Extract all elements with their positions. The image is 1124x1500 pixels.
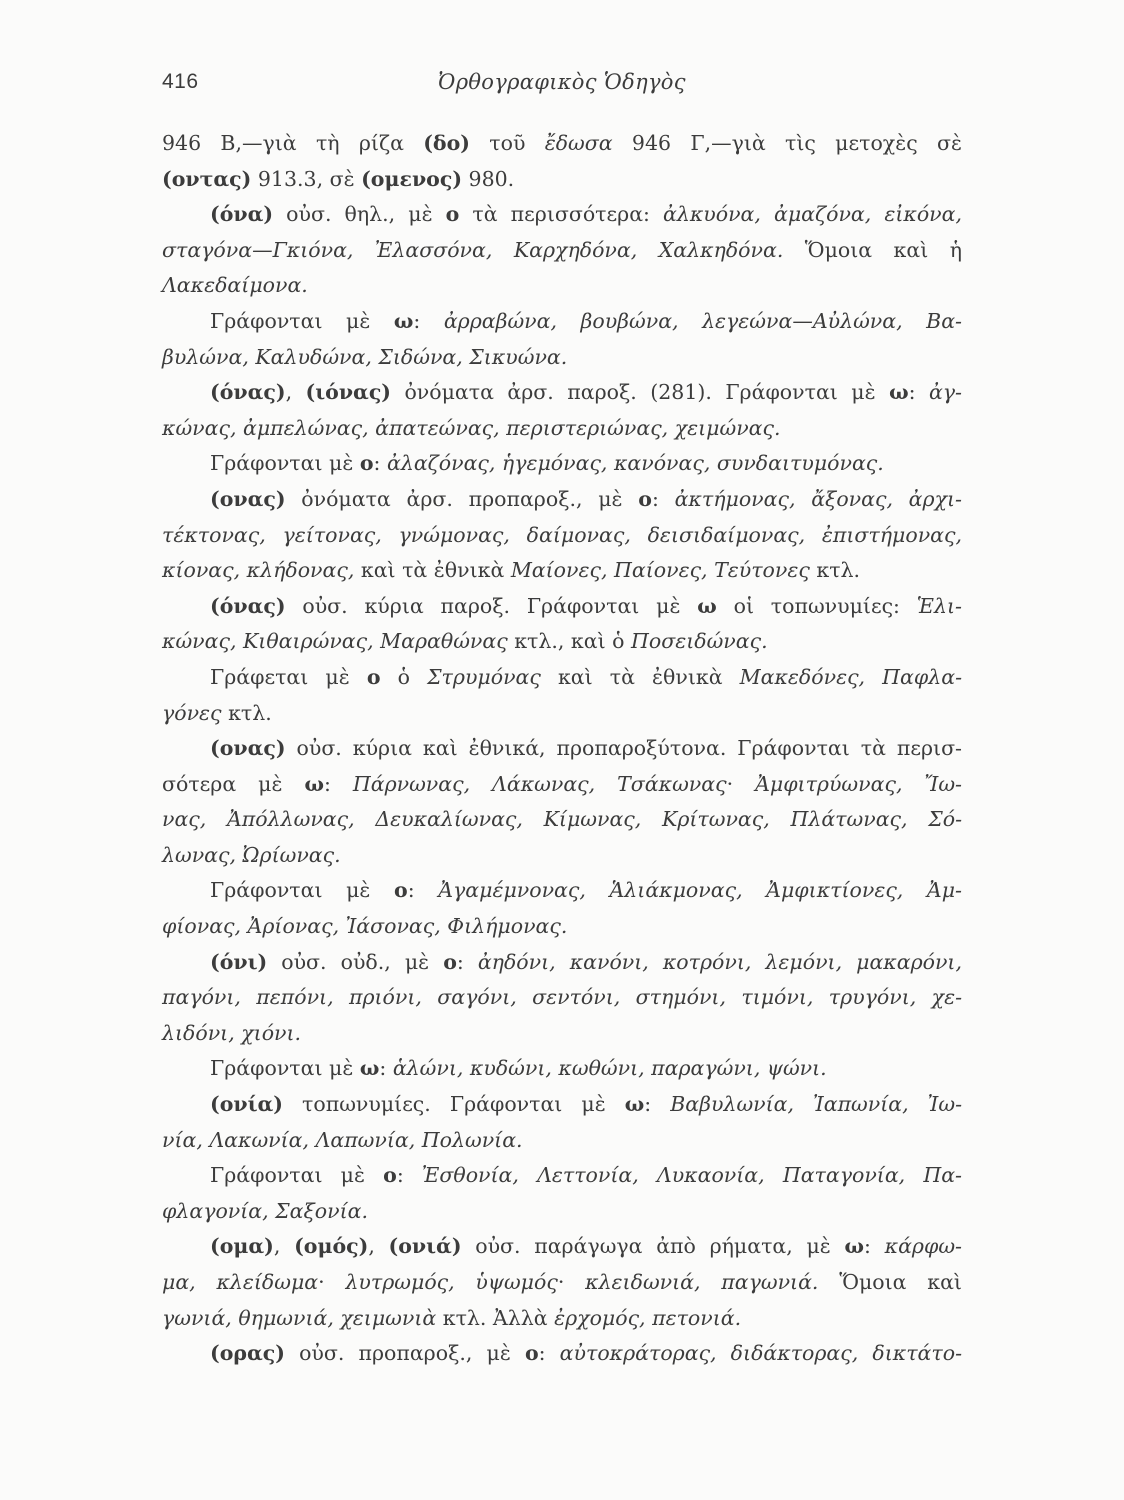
text-segment: · bbox=[726, 771, 756, 796]
text-line bbox=[162, 1194, 962, 1230]
bold-ending: (ονας) bbox=[210, 736, 286, 761]
bold-ending: ο bbox=[366, 664, 381, 689]
bold-ending: ω bbox=[304, 771, 324, 796]
italic-text: ἀκτήμονας, ἄξονας, ἀρχι- bbox=[674, 486, 962, 511]
text-line bbox=[162, 482, 962, 518]
text-line bbox=[162, 589, 962, 625]
italic-text: Ἀγαμέμνονας, Ἁλιάκμονας, Ἀμφικτίονες, Ἀμ- bbox=[438, 878, 962, 903]
bold-ending: (ορας) bbox=[210, 1341, 285, 1366]
text-segment: Γράφονται μὲ bbox=[210, 1163, 384, 1188]
text-line bbox=[162, 767, 962, 803]
text-segment: καὶ τὰ ἐθνικὰ bbox=[540, 664, 740, 689]
bold-ending: ο bbox=[383, 1163, 397, 1188]
italic-text: κώνας, Κιθαιρώνας, Μαραθώνας bbox=[162, 629, 508, 654]
text-segment: κτλ., καὶ ὁ bbox=[507, 629, 631, 654]
text-line bbox=[162, 802, 962, 838]
text-line bbox=[162, 1087, 962, 1123]
text-line bbox=[162, 375, 962, 411]
text-line bbox=[162, 1229, 962, 1265]
text-line bbox=[162, 233, 962, 269]
italic-text: ἀγ- bbox=[928, 380, 962, 405]
text-segment: οὐσ. κύρια παροξ. Γράφονται μὲ bbox=[285, 593, 698, 618]
italic-text: γόνες bbox=[162, 700, 222, 725]
text-segment: : bbox=[396, 1163, 422, 1188]
text-line bbox=[162, 873, 962, 909]
text-segment: οὐσ. θηλ., μὲ bbox=[273, 202, 446, 227]
text-segment: οὐσ. οὐδ., μὲ bbox=[267, 949, 444, 974]
italic-text: σταγόνα—Γκιόνα, Ἐλασσόνα, Καρχηδόνα, Χαλκηδόνα. bbox=[162, 237, 784, 262]
text-line bbox=[162, 980, 962, 1016]
italic-text: Πάρνωνας, Λάκωνας, Τσάκωνας bbox=[352, 771, 727, 796]
text-segment: : bbox=[456, 949, 478, 974]
italic-text: βυλώνα, Καλυδώνα, Σιδώνα, Σικυώνα. bbox=[162, 344, 568, 369]
text-segment: : bbox=[908, 380, 929, 405]
text-segment: κτλ. bbox=[809, 558, 861, 583]
italic-text: Ἐσθονία, Λεττονία, Λυκαονία, Παταγονία, Πα- bbox=[421, 1163, 962, 1188]
text-segment: : bbox=[379, 1056, 393, 1081]
text-line bbox=[162, 411, 962, 447]
text-segment: Γράφονται μὲ bbox=[210, 308, 394, 333]
italic-text: κώνας, ἀμπελώνας, ἀπατεώνας, περιστεριώνας, χειμώνας. bbox=[162, 415, 781, 440]
bold-ending: ο bbox=[445, 202, 460, 227]
bold-ending: ω bbox=[393, 308, 414, 333]
text-line bbox=[162, 1336, 962, 1372]
italic-text: παγόνι, πεπόνι, πριόνι, σαγόνι, σεντόνι, στημόνι, τιμόνι, τρυγόνι, χε- bbox=[162, 985, 962, 1010]
text-line bbox=[162, 696, 962, 732]
bold-ending: ο bbox=[638, 486, 652, 511]
text-segment: 913.3, σὲ bbox=[251, 166, 362, 191]
bold-ending: ω bbox=[624, 1092, 645, 1117]
text-segment: ὁ bbox=[380, 664, 428, 689]
text-line bbox=[162, 304, 962, 340]
bold-ending: (ομός) bbox=[294, 1234, 369, 1259]
text-segment: Ὅμοια καὶ bbox=[818, 1270, 962, 1294]
page-body bbox=[162, 126, 962, 1372]
text-line bbox=[162, 838, 962, 874]
text-segment: 980. bbox=[462, 166, 515, 191]
running-title: Ὀρθογραφικὸς Ὁδηγὸς bbox=[438, 70, 686, 94]
bold-ending: ο bbox=[394, 878, 408, 903]
italic-text: φλαγονία, Σαξονία. bbox=[162, 1198, 368, 1223]
italic-text: νας, Ἀπόλλωνας, Δευκαλίωνας, Κίμωνας, Κρίτωνας, Πλάτωνας, Σό- bbox=[162, 807, 962, 832]
italic-text: κίονας, κλήδονας, bbox=[162, 558, 355, 583]
italic-text: Μακεδόνες, Παφλα- bbox=[739, 664, 962, 689]
italic-text: λιδόνι, χιόνι. bbox=[162, 1020, 302, 1045]
text-segment: κτλ. bbox=[221, 700, 272, 725]
text-segment: : bbox=[323, 771, 353, 796]
bold-ending: (όνι) bbox=[210, 949, 268, 974]
bold-ending: (οντας) bbox=[162, 166, 252, 191]
text-segment: · bbox=[318, 1270, 346, 1294]
text-segment: : bbox=[407, 878, 439, 903]
text-segment: · bbox=[557, 1270, 586, 1294]
bold-ending: ω bbox=[889, 380, 909, 405]
text-line bbox=[162, 268, 962, 304]
italic-text: Μαίονες, Παίονες, Τεύτονες bbox=[510, 558, 810, 583]
text-segment: Γράφονται μὲ bbox=[210, 451, 360, 476]
text-line bbox=[162, 1301, 962, 1337]
text-line bbox=[162, 1051, 962, 1087]
italic-text: ἀρραβώνα, βουβώνα, λεγεώνα—Αὐλώνα, Βα- bbox=[443, 308, 962, 333]
italic-text: ἀλαζόνας, ἡγεμόνας, κανόνας, συνδαιτυμόνας. bbox=[386, 451, 884, 476]
text-segment: σότερα μὲ bbox=[162, 771, 305, 796]
text-segment: 946 Β,—γιὰ τὴ ρίζα bbox=[162, 131, 424, 155]
italic-text: Λακεδαίμονα. bbox=[162, 273, 308, 298]
italic-text: φίονας, Ἀρίονας, Ἰάσονας, Φιλήμονας. bbox=[162, 914, 568, 939]
italic-text: αὐτοκράτορας, διδάκτορας, δικτάτο- bbox=[559, 1341, 962, 1366]
italic-text: Ἑλι- bbox=[916, 593, 962, 618]
italic-text: Βαβυλωνία, Ἰαπωνία, Ἰω- bbox=[670, 1092, 962, 1117]
text-line bbox=[162, 1265, 962, 1301]
bold-ending: (ομα) bbox=[210, 1234, 274, 1259]
text-segment: ὀνόματα ἀρσ. προπαροξ., μὲ bbox=[285, 486, 639, 511]
text-segment: : bbox=[644, 1092, 671, 1117]
italic-text: γωνιά, θημωνιά, χειμωνιὰ bbox=[162, 1305, 437, 1330]
italic-text: τέκτονας, γείτονας, γνώμονας, δαίμονας, δεισιδαίμονας, ἐπιστήμονας, bbox=[162, 522, 962, 547]
page-number: 416 bbox=[162, 70, 199, 93]
bold-ending: (όνας) bbox=[210, 380, 286, 405]
bold-ending: (ιόνας) bbox=[305, 380, 392, 405]
text-segment: τοπωνυμίες. Γράφονται μὲ bbox=[283, 1092, 625, 1117]
bold-ending: (ομενος) bbox=[361, 166, 463, 191]
italic-text: Ἀμφιτρύωνας, Ἴω- bbox=[755, 771, 962, 796]
bold-ending: (ονιά) bbox=[388, 1234, 462, 1259]
text-line bbox=[162, 624, 962, 660]
text-line bbox=[162, 446, 962, 482]
text-segment: οὐσ. προπαροξ., μὲ bbox=[284, 1341, 525, 1366]
text-segment: ὀνόματα ἀρσ. παροξ. (281). Γράφονται μὲ bbox=[391, 380, 890, 405]
bold-ending: (ονας) bbox=[210, 486, 286, 511]
italic-text: ἀλκυόνα, ἀμαζόνα, εἰκόνα, bbox=[663, 202, 962, 227]
text-segment: οἱ τοπωνυμίες: bbox=[716, 593, 917, 618]
text-segment: 946 Γ,—γιὰ τὶς μετοχὲς σὲ bbox=[612, 131, 963, 155]
bold-ending: ο bbox=[524, 1341, 539, 1366]
italic-text: ἀηδόνι, κανόνι, κοτρόνι, λεμόνι, μακαρόνι, bbox=[477, 949, 962, 974]
text-line bbox=[162, 553, 962, 589]
text-line bbox=[162, 945, 962, 981]
italic-text: ἐρχομός, πετονιά. bbox=[554, 1305, 742, 1330]
italic-text: κάρφω- bbox=[884, 1234, 962, 1259]
text-segment: οὐσ. κύρια καὶ ἐθνικά, προπαροξύτονα. Γράφονται τὰ περισ- bbox=[285, 736, 962, 761]
bold-ending: (όνας) bbox=[210, 593, 286, 618]
text-segment: καὶ τὰ ἐθνικὰ bbox=[354, 558, 511, 583]
italic-text: νία, Λακωνία, Λαπωνία, Πολωνία. bbox=[162, 1127, 523, 1152]
italic-text: Ποσειδώνας. bbox=[631, 629, 768, 654]
italic-text: λωνας, Ὠρίωνας. bbox=[162, 842, 341, 867]
bold-ending: ω bbox=[697, 593, 717, 618]
italic-text: κλειδωνιά, παγωνιά. bbox=[585, 1270, 819, 1294]
text-segment: : bbox=[538, 1341, 560, 1366]
text-segment: : bbox=[864, 1234, 885, 1259]
text-segment: , bbox=[368, 1234, 389, 1259]
bold-ending: (δο) bbox=[423, 131, 470, 155]
italic-text: μα, κλείδωμα bbox=[162, 1270, 319, 1294]
text-segment: Γράφονται μὲ bbox=[210, 1056, 360, 1081]
text-segment: Ὅμοια καὶ ἡ bbox=[783, 237, 962, 262]
bold-ending: ω bbox=[844, 1234, 865, 1259]
bold-ending: ο bbox=[443, 949, 457, 974]
text-line bbox=[162, 1123, 962, 1159]
text-segment: Γράφονται μὲ bbox=[210, 878, 395, 903]
text-line bbox=[162, 340, 962, 376]
text-line bbox=[162, 1158, 962, 1194]
bold-ending: (όνα) bbox=[210, 202, 274, 227]
bold-ending: (ονία) bbox=[210, 1092, 283, 1117]
text-segment: τὰ περισσότερα: bbox=[459, 202, 664, 227]
text-line bbox=[162, 1016, 962, 1052]
text-line bbox=[162, 197, 962, 233]
text-segment: Γράφεται μὲ bbox=[210, 664, 367, 689]
text-segment: οὐσ. παράγωγα ἀπὸ ρήματα, μὲ bbox=[461, 1234, 845, 1259]
text-line bbox=[162, 909, 962, 945]
text-segment: , bbox=[285, 380, 306, 405]
text-line bbox=[162, 731, 962, 767]
text-line bbox=[162, 660, 962, 696]
italic-text: ἔδωσα bbox=[544, 131, 613, 155]
text-segment: , bbox=[273, 1234, 295, 1259]
page-header bbox=[162, 70, 962, 100]
italic-text: ἁλώνι, κυδώνι, κωθώνι, παραγώνι, ψώνι. bbox=[392, 1056, 827, 1081]
bold-ending: ο bbox=[359, 451, 374, 476]
text-segment: : bbox=[373, 451, 387, 476]
text-segment: : bbox=[651, 486, 675, 511]
italic-text: λυτρωμός, ὑψωμός bbox=[345, 1270, 558, 1294]
bold-ending: ω bbox=[359, 1056, 380, 1081]
text-line bbox=[162, 126, 962, 162]
text-segment: : bbox=[413, 308, 444, 333]
text-line bbox=[162, 518, 962, 554]
text-segment: τοῦ bbox=[469, 131, 545, 155]
text-segment: κτλ. Ἀλλὰ bbox=[436, 1305, 555, 1330]
italic-text: Στρυμόνας bbox=[427, 664, 541, 689]
text-line bbox=[162, 162, 962, 198]
